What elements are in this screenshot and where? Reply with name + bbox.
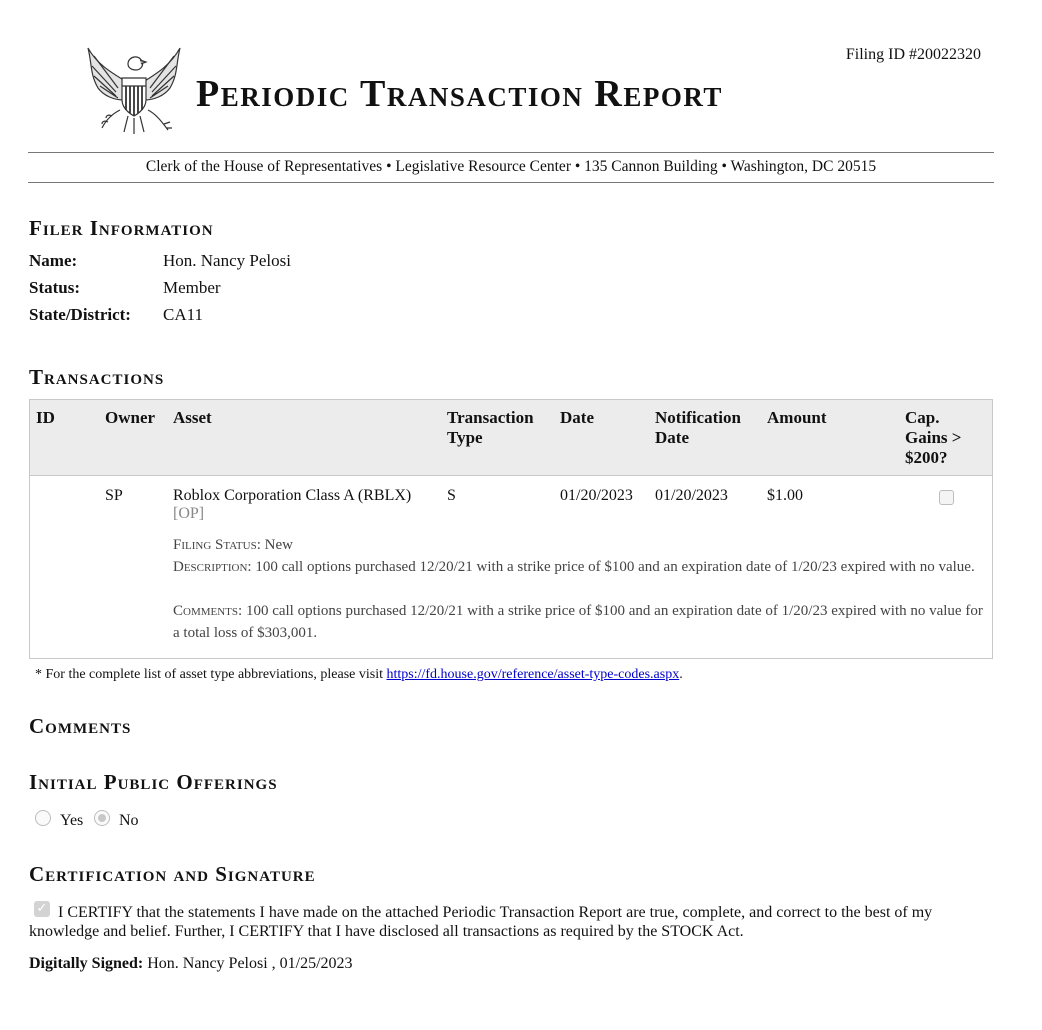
comments-heading: Comments xyxy=(29,714,132,738)
digital-signature xyxy=(29,955,353,973)
filing-status-line xyxy=(173,534,988,556)
certification-heading: Certification and Signature xyxy=(29,862,316,886)
column-header-notification-date xyxy=(655,408,741,448)
column-header-cap-line3: $200? xyxy=(905,448,948,467)
name-value: Hon. Nancy Pelosi xyxy=(163,251,291,270)
column-header-transaction-type-line2: Type xyxy=(447,428,483,447)
comments-line xyxy=(173,600,988,644)
asset-type-codes-link[interactable]: https://fd.house.gov/reference/asset-type-codes.aspx xyxy=(386,667,680,682)
status-value: Member xyxy=(163,278,221,297)
column-header-notification-line1: Notification xyxy=(655,408,741,427)
column-header-notification-line2: Date xyxy=(655,428,689,447)
eagle-seal-icon xyxy=(84,44,184,138)
column-header-cap-line1: Cap. xyxy=(905,408,940,427)
cell-amount: $1.00 xyxy=(767,487,803,504)
certify-checkbox[interactable] xyxy=(34,901,50,917)
asset-type-footnote xyxy=(35,667,683,683)
report-title: Periodic Transaction Report xyxy=(196,73,723,115)
footnote-period: . xyxy=(679,667,683,682)
signed-value: Hon. Nancy Pelosi , 01/25/2023 xyxy=(147,955,353,972)
comments-label: Comments: xyxy=(173,603,243,619)
district-label: State/District: xyxy=(29,305,131,324)
header-divider-top xyxy=(28,152,994,153)
column-header-transaction-type xyxy=(447,408,534,448)
column-header-asset: Asset xyxy=(173,408,212,427)
filing-status-value: New xyxy=(264,537,293,553)
cap-gains-checkbox[interactable] xyxy=(939,490,954,505)
cell-transaction-type: S xyxy=(447,487,456,504)
certification-statement: I CERTIFY that the statements I have made on the attached Periodic Transaction Report are true, complete, and correct to the best of my knowledge and belief. Further, I CERTIFY that I have disclosed all transactions as required by the STOCK Act. xyxy=(29,904,933,940)
ipo-heading: Initial Public Offerings xyxy=(29,770,278,794)
footnote-text: * For the complete list of asset type abbreviations, please visit xyxy=(35,667,383,682)
filing-id: Filing ID #20022320 xyxy=(845,46,981,63)
transactions-heading: Transactions xyxy=(29,365,165,389)
ipo-yes-radio[interactable] xyxy=(35,810,51,826)
column-header-date: Date xyxy=(560,408,594,427)
column-header-id: ID xyxy=(36,408,55,427)
column-header-cap-gains xyxy=(905,408,961,468)
column-header-amount: Amount xyxy=(767,408,827,427)
column-header-cap-line2: Gains > xyxy=(905,428,962,447)
cell-notification-date: 01/20/2023 xyxy=(655,487,728,504)
cell-asset: Roblox Corporation Class A (RBLX) xyxy=(173,487,412,504)
column-header-transaction-type-line1: Transaction xyxy=(447,408,534,427)
signed-label: Digitally Signed: xyxy=(29,955,144,972)
description-label: Description: xyxy=(173,559,252,575)
name-label: Name: xyxy=(29,251,78,270)
clerk-address: Clerk of the House of Representatives • Legislative Resource Center • 135 Cannon Building • Washington, DC 20515 xyxy=(145,158,877,175)
cell-owner: SP xyxy=(105,487,123,504)
district-value: CA11 xyxy=(163,305,203,324)
comments-value: 100 call options purchased 12/20/21 with a strike price of $100 and an expiration date of 1/20/23 expired with no value for a total loss of $303,001. xyxy=(173,603,983,641)
description-value: 100 call options purchased 12/20/21 with a strike price of $100 and an expiration date of 1/20/23 expired with no value. xyxy=(255,559,975,575)
header-divider-bottom xyxy=(28,182,994,183)
status-label: Status: xyxy=(29,278,81,297)
description-line xyxy=(173,556,988,578)
ipo-no-radio[interactable] xyxy=(94,810,110,826)
checkmark-icon: ✓ xyxy=(36,901,48,916)
column-header-owner: Owner xyxy=(105,408,156,427)
cell-date: 01/20/2023 xyxy=(560,487,633,504)
cell-asset-type: [OP] xyxy=(173,505,205,522)
ipo-no-label: No xyxy=(119,812,139,829)
ipo-yes-label: Yes xyxy=(60,812,84,829)
filing-status-label: Filing Status: xyxy=(173,537,261,553)
filer-information-heading: Filer Information xyxy=(29,216,214,240)
